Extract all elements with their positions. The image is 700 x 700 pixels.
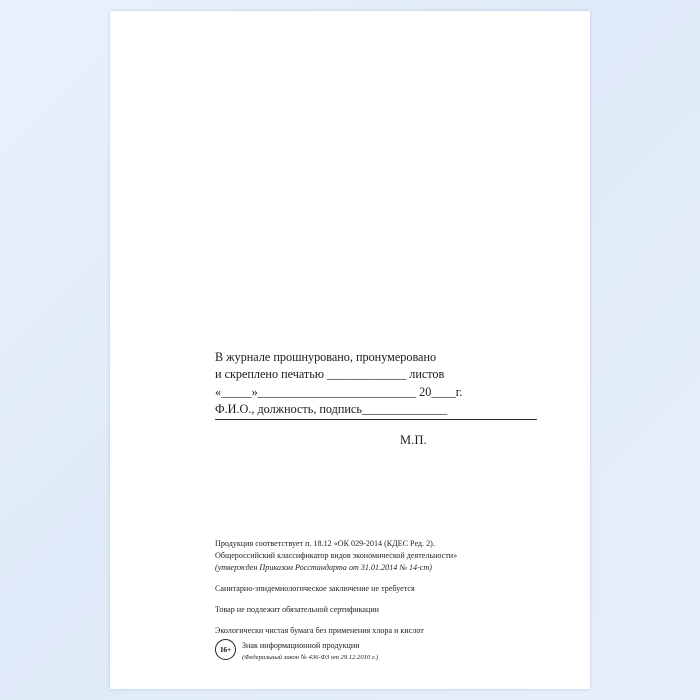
age-rating-text [242,638,378,663]
legal-sanitary-notice: Санитарно-эпидемиологическое заключение не требуется [215,583,415,593]
legal-classifier-line-2: Общероссийский классификатор видов экономической деятельности» [215,550,458,560]
document-page [110,11,590,689]
certification-block [215,349,545,420]
certification-line-2: и скреплено печатью _____________ листов [215,367,445,382]
age-rating-title: Знак информационной продукции [242,641,360,650]
certification-line-4: Ф.И.О., должность, подпись______________ [215,401,448,416]
legal-notice-block [215,538,555,637]
signature-rule [215,419,537,420]
certification-line-1: В журнале прошнуровано, пронумеровано [215,350,437,364]
age-rating-row [215,638,555,663]
legal-certification-notice: Товар не подлежит обязательной сертификации [215,604,380,614]
legal-paragraph-classifier [215,538,555,574]
legal-classifier-line-1: Продукция соответствует п. 18.12 «ОК 029-2014 (КДЕС Ред. 2). [215,539,435,548]
legal-classifier-line-3: (утвержден Приказом Росстандарта от 31.01.2014 № 14-ст) [215,562,432,572]
age-rating-law: (Федеральный закон № 436-ФЗ от 29.12.2010 г.) [242,654,379,662]
stamp-place-mark: М.П. [400,433,427,447]
certification-line-3: «_____»__________________________ 20____г. [215,384,463,399]
legal-eco-paper-notice: Экологически чистая бумага без применения хлора и кислот [215,625,424,635]
age-rating-badge-icon: 16+ [215,639,236,660]
